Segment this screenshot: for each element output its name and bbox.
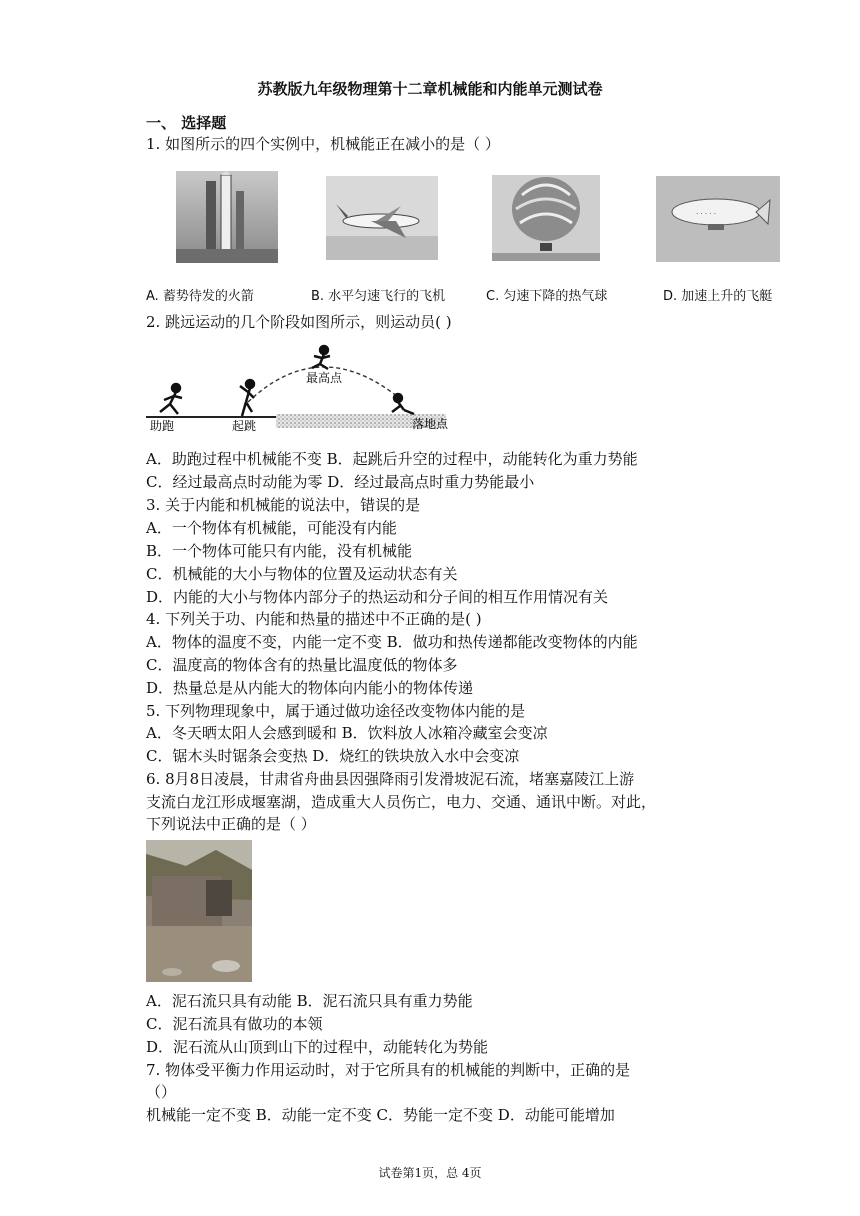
q3-option-a: A．一个物体有机械能，可能没有内能 xyxy=(146,519,397,537)
airship-image xyxy=(656,176,780,262)
q2-stem: 2. 跳远运动的几个阶段如图所示，则运动员( ) xyxy=(146,313,452,331)
q6-line-3: 下列说法中正确的是（ ） xyxy=(146,815,316,833)
q2-options-cd: C．经过最高点时动能为零 D．经过最高点时重力势能最小 xyxy=(146,473,535,491)
q1-stem: 1. 如图所示的四个实例中，机械能正在减小的是（ ） xyxy=(146,135,500,153)
q3-stem: 3. 关于内能和机械能的说法中，错误的是 xyxy=(146,496,421,514)
q1-caption-c: C. 匀速下降的热气球 xyxy=(486,289,608,304)
rocket-image xyxy=(176,171,278,263)
q1-caption-b: B. 水平匀速飞行的飞机 xyxy=(311,289,446,304)
label-land: 落地点 xyxy=(412,417,449,431)
airplane-image xyxy=(326,176,438,260)
page-title: 苏教版九年级物理第十二章机械能和内能单元测试卷 xyxy=(257,80,603,98)
q6-options-ab: A．泥石流只具有动能 B．泥石流只具有重力势能 xyxy=(146,992,473,1010)
label-run: 助跑 xyxy=(150,419,175,433)
runner-figure xyxy=(160,384,182,414)
q7-line-3: 机械能一定不变 B．动能一定不变 C．势能一定不变 D．动能可能增加 xyxy=(146,1106,615,1124)
q6-line-1: 6. 8月8日凌晨，甘肃省舟曲县因强降雨引发滑坡泥石流，堵塞嘉陵江上游 xyxy=(146,770,635,788)
q1-caption-d: D. 加速上升的飞艇 xyxy=(663,289,773,304)
mudslide-photo xyxy=(146,840,252,982)
svg-text:· · · · ·: · · · · · xyxy=(696,210,717,218)
section-heading: 一、 选择题 xyxy=(146,114,227,132)
q3-option-c: C．机械能的大小与物体的位置及运动状态有关 xyxy=(146,565,458,583)
q1-caption-a: A. 蓄势待发的火箭 xyxy=(146,289,254,304)
q4-stem: 4. 下列关于功、内能和热量的描述中不正确的是( ) xyxy=(146,610,482,628)
q2-options-ab: A．助跑过程中机械能不变 B．起跳后升空的过程中，动能转化为重力势能 xyxy=(146,450,638,468)
q7-line-1: 7. 物体受平衡力作用运动时，对于它所具有的机械能的判断中，正确的是 xyxy=(146,1061,631,1079)
q5-options-ab: A．冬天晒太阳人会感到暖和 B．饮料放人冰箱冷藏室会变凉 xyxy=(146,724,548,742)
label-takeoff: 起跳 xyxy=(232,419,257,433)
q3-option-d: D．内能的大小与物体内部分子的热运动和分子间的相互作用情况有关 xyxy=(146,588,609,606)
page-footer: 试卷第1页，总 4页 xyxy=(378,1166,482,1180)
takeoff-figure xyxy=(240,380,254,416)
long-jump-diagram xyxy=(146,342,466,434)
q7-line-2: （） xyxy=(146,1083,177,1101)
label-top: 最高点 xyxy=(306,371,343,385)
q5-stem: 5. 下列物理现象中，属于通过做功途径改变物体内能的是 xyxy=(146,702,526,720)
q6-option-d: D．泥石流从山顶到山下的过程中，动能转化为势能 xyxy=(146,1038,489,1056)
q4-option-d: D．热量总是从内能大的物体向内能小的物体传递 xyxy=(146,679,474,697)
q6-option-c: C．泥石流具有做功的本领 xyxy=(146,1015,323,1033)
q6-line-2: 支流白龙江形成堰塞湖，造成重大人员伤亡，电力、交通、通讯中断。对此， xyxy=(146,793,657,811)
hot-air-balloon-image xyxy=(492,175,600,261)
top-figure xyxy=(312,346,330,369)
q4-options-ab: A．物体的温度不变，内能一定不变 B．做功和热传递都能改变物体的内能 xyxy=(146,633,638,651)
landing-figure xyxy=(392,394,414,414)
q4-option-c: C．温度高的物体含有的热量比温度低的物体多 xyxy=(146,656,458,674)
q3-option-b: B．一个物体可能只有内能，没有机械能 xyxy=(146,542,413,560)
q5-options-cd: C．锯木头时锯条会变热 D．烧红的铁块放入水中会变凉 xyxy=(146,747,520,765)
